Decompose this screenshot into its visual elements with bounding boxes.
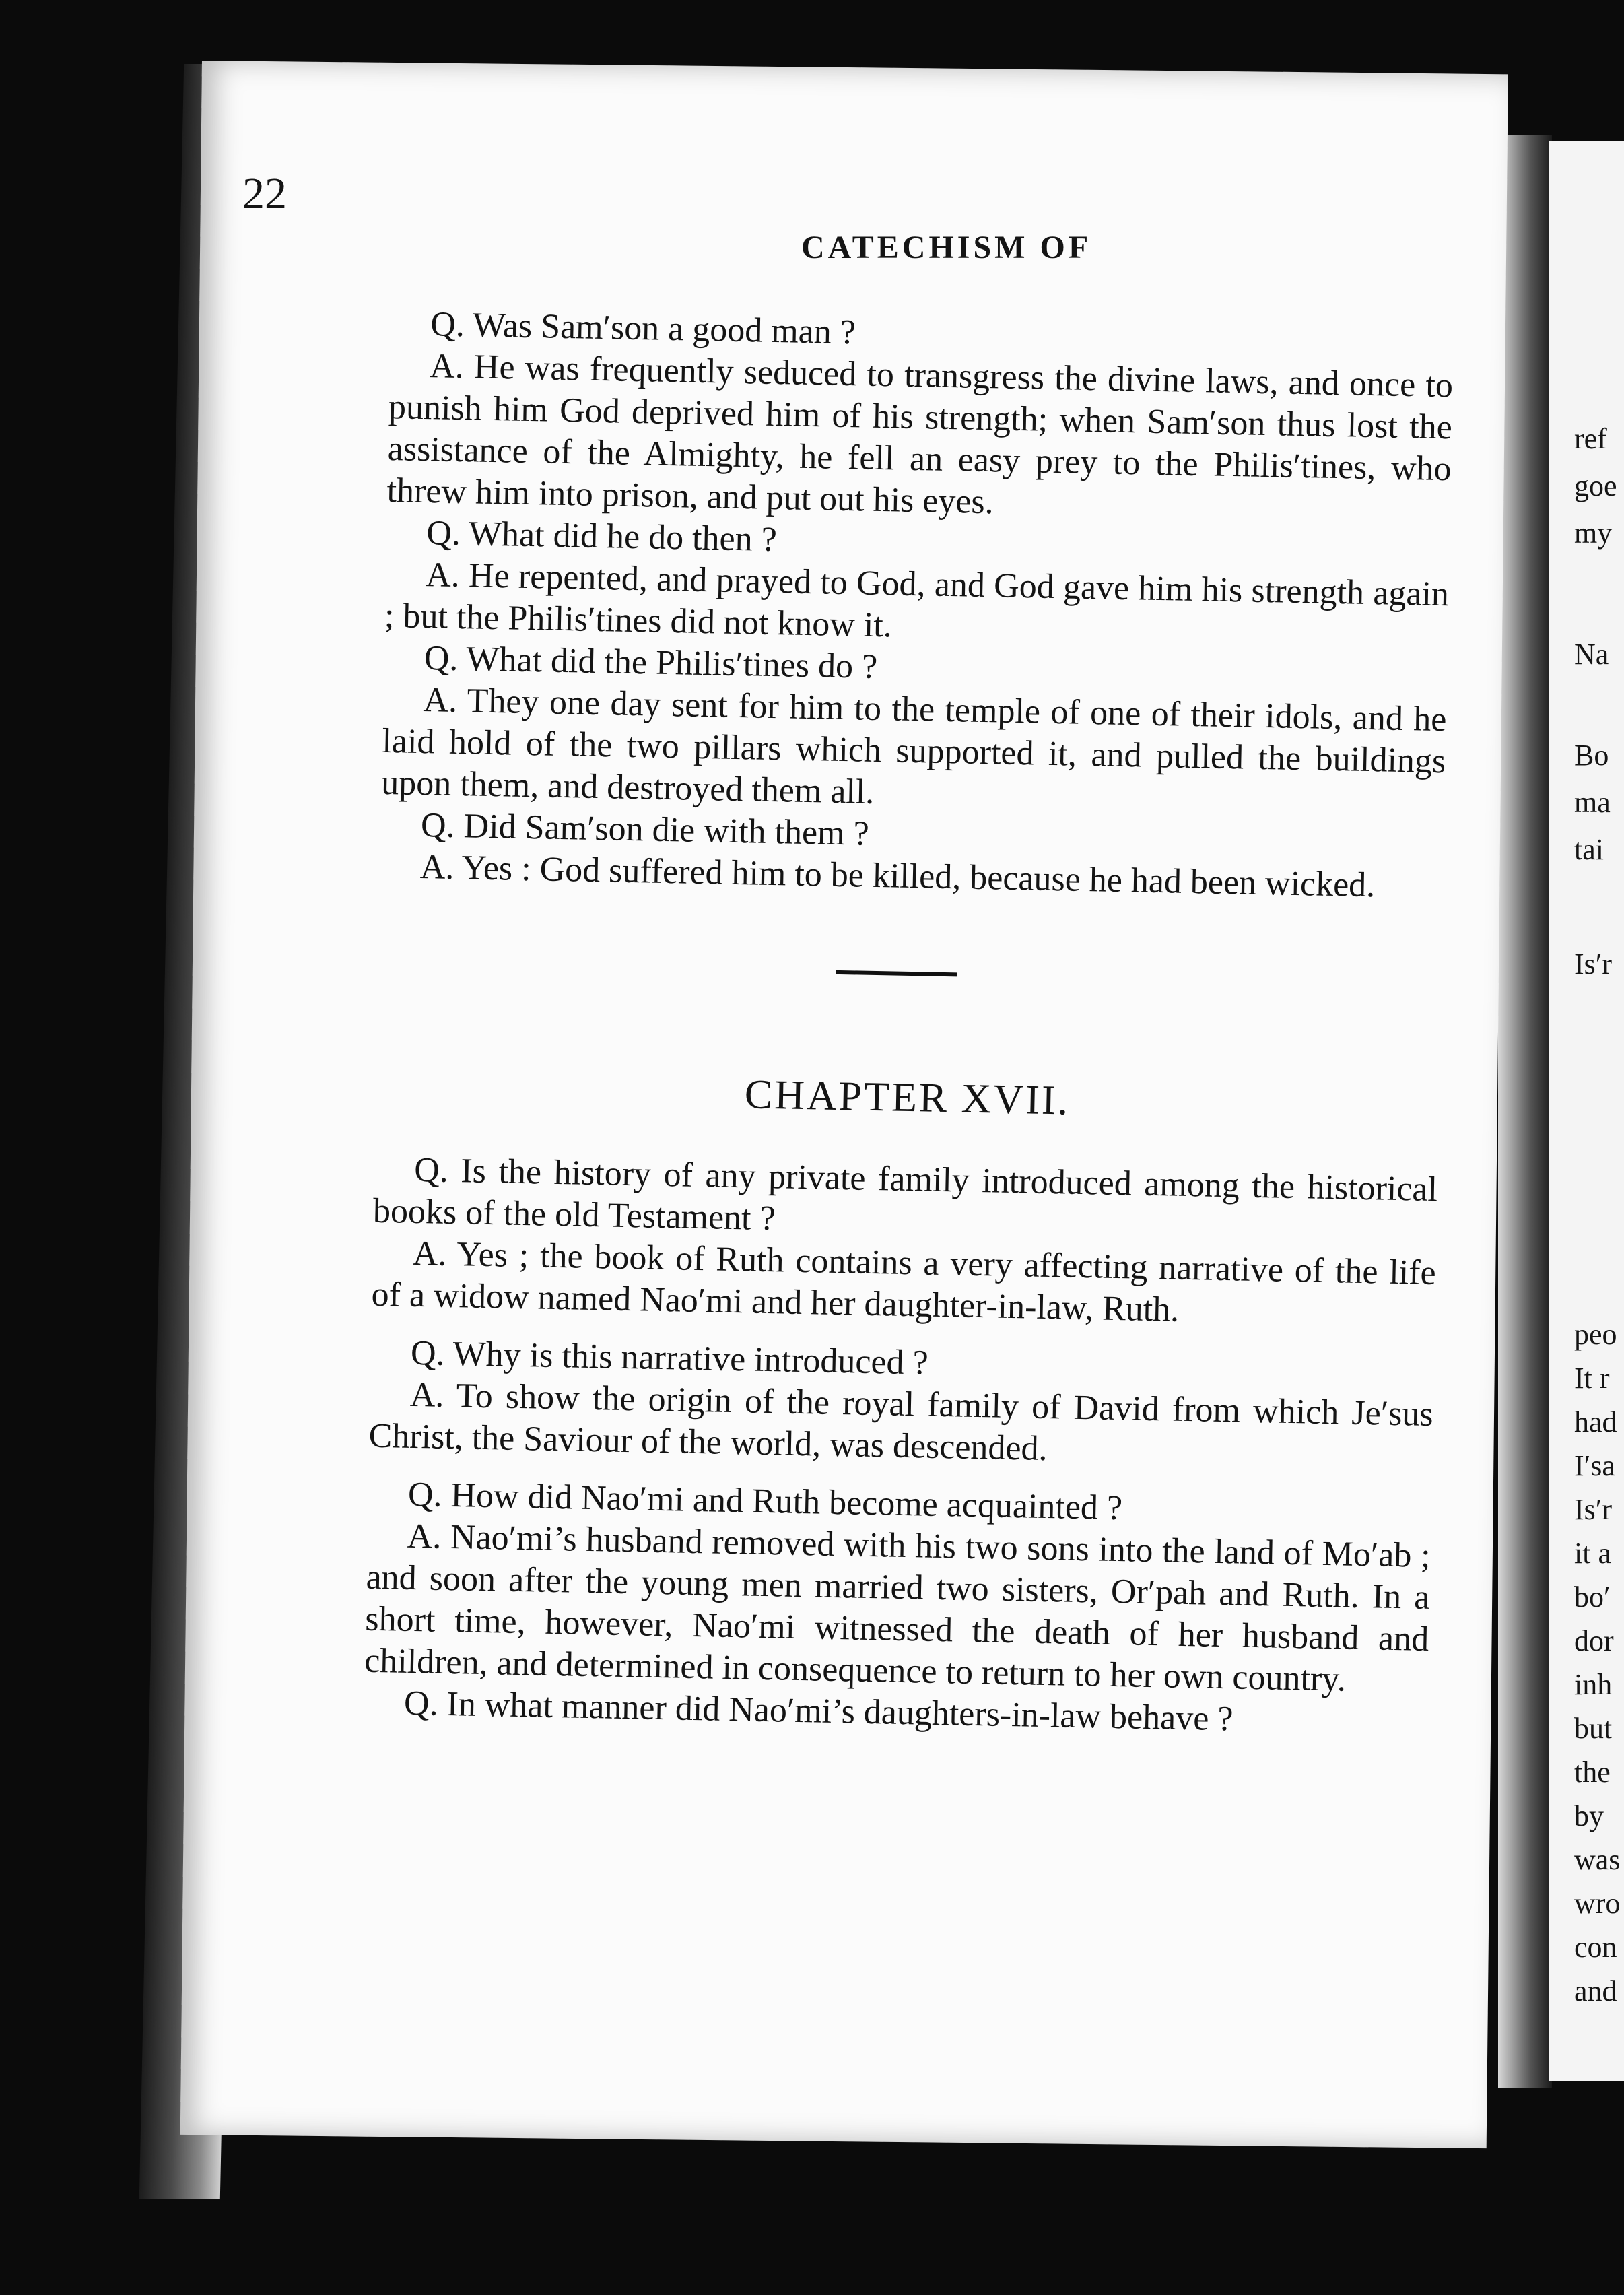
facing-page-fragment: dor [1574,1624,1614,1657]
facing-page-fragment: and [1574,1974,1617,2007]
gutter-shadow [1498,135,1552,2088]
facing-page-fragment: wro [1574,1887,1621,1920]
facing-page-fragment: Is′r [1574,947,1613,980]
facing-page-fragment: my [1574,517,1613,550]
question-paragraph: Q. How did Nao′mi and Ruth become acquainted ? [407,1475,1123,1528]
answer-paragraph: A. Nao′mi’s husband removed with his two sons into the land of Mo′ab ; and soon after the young men married two sisters, Or′pah and Ruth. In a short time, however, Nao′mi witnessed the death of her husband and children, and determined in consequence to return to her own country. [364,1517,1431,1699]
page-number: 22 [242,169,287,218]
facing-page-fragment: I′sa [1574,1449,1615,1482]
question-paragraph: Q. Why is this narrative introduced ? [410,1333,929,1383]
facing-page-fragment: inh [1574,1668,1613,1701]
answer-paragraph: A. To show the origin of the royal family of David from which Je′sus Christ, the Saviour of the world, was descended. [368,1375,1434,1469]
answer-paragraph: A. They one day sent for him to the temple of one of their idols, and he laid hold of the two pillars which supported it, and pulled the buildings upon them, and destroyed them all. [380,681,1447,811]
facing-page-fragment: Na [1574,638,1609,671]
facing-page-fragment: con [1574,1931,1617,1964]
facing-page [1549,141,1624,2081]
facing-page-fragment: It r [1574,1362,1610,1395]
facing-page-fragment: the [1574,1756,1611,1789]
facing-page-fragment: peo [1574,1318,1617,1351]
answer-paragraph: A. Yes : God suffered him to be killed, because he had been wicked. [419,848,1376,905]
question-paragraph: Q. Did Sam′son die with them ? [420,806,870,853]
facing-page-fragment: goe [1574,469,1617,502]
facing-page-fragment: had [1574,1405,1617,1438]
facing-page-fragment: by [1574,1799,1604,1832]
facing-page-fragment: but [1574,1712,1613,1745]
facing-page-fragment: ref [1574,422,1607,455]
question-paragraph: Q. Is the history of any private family introduced among the historical books of the old Testament ? [372,1150,1438,1238]
answer-paragraph: A. He was frequently seduced to transgress the divine laws, and once to punish him God deprived him of his strength; when Sam′son thus lost the assistance of the Almighty, he fell an easy prey to the Philis′tines, who threw him into prison, and put out his eyes. [386,347,1454,522]
facing-page-fragment: bo′ [1574,1581,1611,1614]
question-paragraph: Q. What did the Philis′tines do ? [424,639,878,686]
answer-paragraph: A. He repented, and prayed to God, and God gave him his strength again ; but the Philis′tines did not know it. [384,556,1450,645]
page-body [363,303,1454,1744]
answer-paragraph: A. Yes ; the book of Ruth contains a very affecting narrative of the life of a widow named Nao′mi and her daughter-in-law, Ruth. [371,1234,1437,1329]
facing-page-fragment: Bo [1574,739,1609,772]
facing-page-fragment: ma [1574,786,1611,819]
facing-page-fragment: Is′r [1574,1493,1613,1526]
chapter-title: CHAPTER XVII. [744,1071,1071,1124]
facing-page-fragment: it a [1574,1537,1611,1570]
facing-page-fragment: tai [1574,833,1604,866]
question-paragraph: Q. In what manner did Nao′mi’s daughters-in-law behave ? [403,1684,1233,1739]
question-paragraph: Q. What did he do then ? [426,514,778,560]
running-head: CATECHISM OF [801,230,1092,265]
question-paragraph: Q. Was Sam′son a good man ? [430,305,856,352]
facing-page-fragment: was [1574,1843,1621,1876]
section-divider [836,970,957,976]
